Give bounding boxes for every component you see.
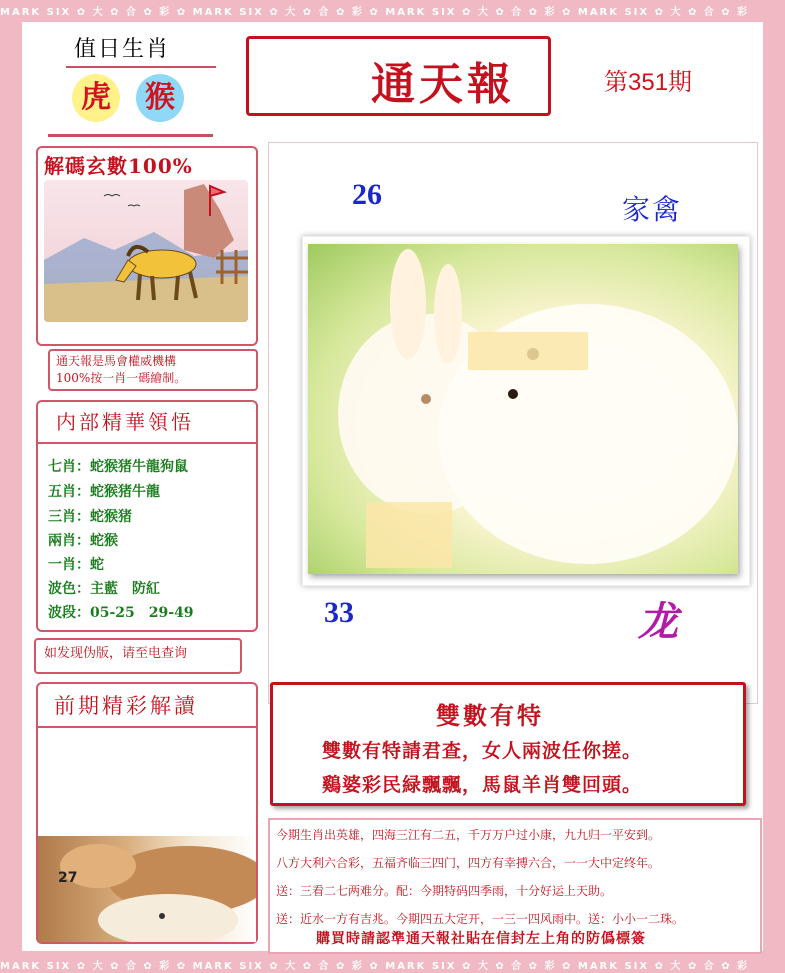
- prediction-line: 今期生肖出英雄，四海三江有二五，千万万户过小康，九九归一平安到。: [276, 828, 661, 842]
- prediction-line: 送：近水一方有吉兆。今期四五大定开，一三一四风雨中。送：小小一二珠。: [276, 912, 685, 926]
- zodiac-badge-tiger: 虎: [72, 74, 120, 122]
- previous-issue-title: 前期精彩解讀: [54, 694, 198, 718]
- verse-title: 雙數有特: [436, 701, 544, 730]
- list-item: 波段：05-25 29-49: [48, 605, 194, 621]
- previous-issue-photo: [38, 836, 256, 942]
- list-item: 兩肖：蛇猴: [48, 533, 118, 549]
- prediction-line: 八方大利六合彩，五福齐临三四门，四方有幸搏六合，一一大中定终年。: [276, 856, 661, 870]
- masthead-title: 通天報: [371, 59, 515, 110]
- decode-title: 解碼玄數100%: [44, 154, 193, 178]
- verse-line-1: 雙數有特請君查，女人兩波任你搓。: [322, 740, 643, 762]
- border-watermark-top: MARK SIX ✿ 大 ✿ 合 ✿ 彩 ✿ MARK SIX ✿ 大 ✿ 合 ✿ 彩 ✿ MARK SIX ✿ 大 ✿ 合 ✿ 彩 ✿ MARK SIX ✿ 大 ✿ 合 ✿ 彩: [0, 7, 750, 17]
- authority-note-line-2: 100%按一肖一碼繪制。: [56, 371, 187, 385]
- previous-issue-divider: [38, 726, 256, 728]
- list-item: 一肖：蛇: [48, 557, 104, 573]
- top-label: 家禽: [622, 193, 683, 226]
- prediction-line: 送：三看二七两难分。配：今期特码四季雨，十分好运上天助。: [276, 884, 613, 898]
- poster: [26, 22, 759, 950]
- zodiac-badge-monkey: 猴: [136, 74, 184, 122]
- horse-illustration: [44, 180, 248, 322]
- inner-essence-divider: [38, 442, 256, 444]
- previous-issue-number: 27: [58, 870, 78, 886]
- bottom-label: 龙: [638, 598, 678, 645]
- inner-essence-title: 内部精華領悟: [56, 410, 194, 434]
- list-item: 七肖：蛇猴猪牛龍狗鼠: [48, 459, 188, 475]
- list-item: 三肖：蛇猴猪: [48, 509, 132, 525]
- list-item: 五肖：蛇猴猪牛龍: [48, 484, 160, 500]
- authority-note: [48, 349, 258, 391]
- border-watermark-bottom: MARK SIX ✿ 大 ✿ 合 ✿ 彩 ✿ MARK SIX ✿ 大 ✿ 合 ✿ 彩 ✿ MARK SIX ✿ 大 ✿ 合 ✿ 彩 ✿ MARK SIX ✿ 大 ✿ 合 ✿ 彩: [0, 961, 750, 971]
- authority-note-line-1: 通天報是馬會權威機構: [56, 354, 177, 368]
- anti-fake-footer: 購買時請認準通天報社貼在信封左上角的防僞標簽: [316, 931, 646, 947]
- dog-photo-icon: [38, 836, 256, 942]
- photo-frame: [302, 236, 750, 586]
- issue-number: 第351期: [604, 69, 693, 96]
- verse-line-2: 鷄婆彩民緑飄飄，馬鼠羊肖雙回頭。: [322, 774, 643, 796]
- list-item: 波色：主藍 防紅: [48, 581, 160, 597]
- top-number: 26: [352, 178, 382, 211]
- duty-zodiac-title: 值日生肖: [74, 37, 171, 62]
- counterfeit-warning: 如发现伪版，请至电查询: [34, 638, 242, 674]
- horse-scene-icon: [44, 180, 248, 322]
- duty-underline: [66, 66, 216, 68]
- bottom-number: 33: [324, 596, 354, 629]
- left-divider: [48, 134, 213, 137]
